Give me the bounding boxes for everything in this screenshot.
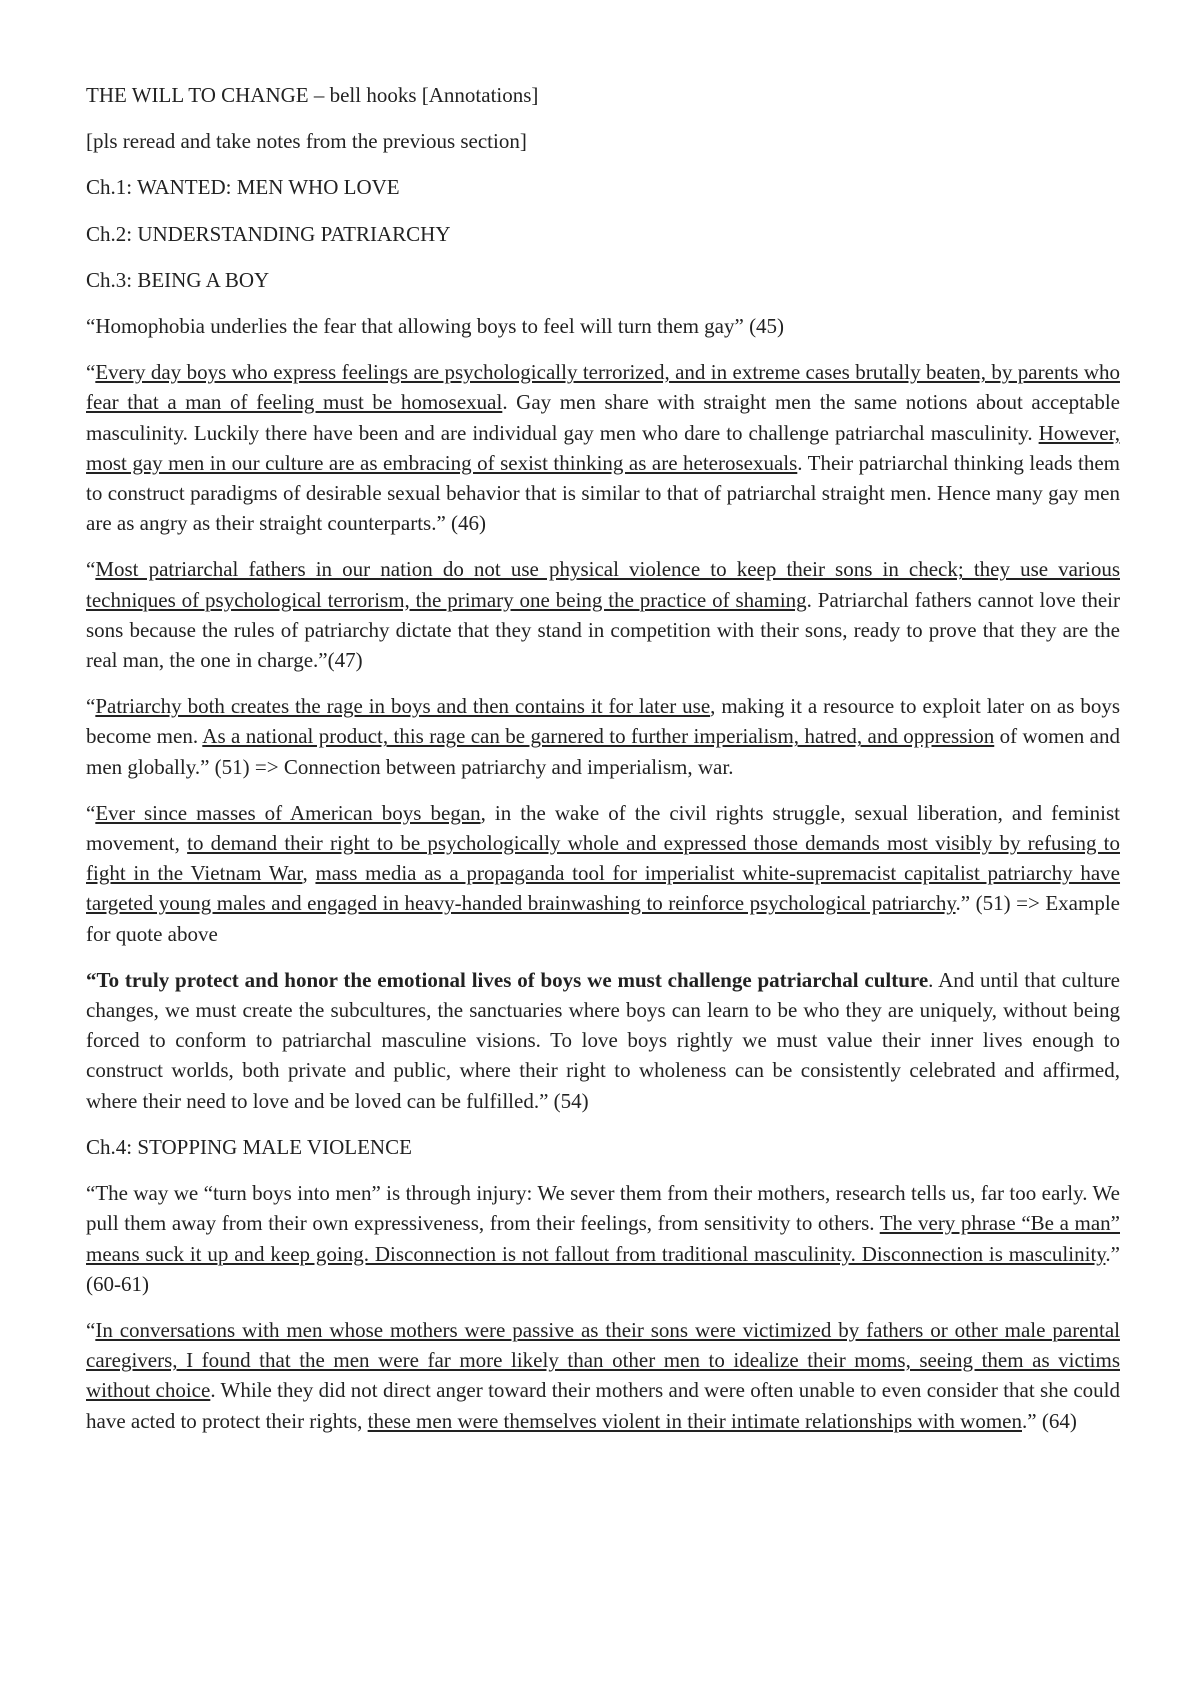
document-page — [86, 80, 1120, 1452]
quote-open-mark: “ — [86, 360, 96, 385]
underlined-annotation: Every day boys who express feelings are psychologically terrorized, and in extreme cases brutally beaten, by parents who fear that a man of feeling must be homosexual — [86, 360, 1120, 415]
quote-protect-boys — [86, 965, 1120, 1116]
underlined-annotation: these men were themselves violent in their intimate relationships with women — [367, 1408, 1022, 1433]
document-title: THE WILL TO CHANGE – bell hooks [Annotations] — [86, 83, 539, 107]
quote-text: of women and men globally.” (51) => Connection between patriarchy and imperialism, war. — [86, 724, 1120, 779]
quote-gay-men — [86, 357, 1120, 538]
chapter-1-heading: Ch.1: WANTED: MEN WHO LOVE — [86, 175, 400, 200]
instruction-note: [pls reread and take notes from the previous section] — [86, 129, 527, 154]
quote-rage-in-boys — [86, 691, 1120, 782]
underlined-annotation: Patriarchy both creates the rage in boys and then contains it for later use — [95, 694, 711, 719]
quote-text: . Patriarchal fathers cannot love their sons because the rules of patriarchy dictate that they stand in competition with their sons, ready to prove that they are the real man, the one in charge.”(47) — [86, 587, 1121, 673]
underlined-annotation: As a national product, this rage can be garnered to further imperialism, hatred, and oppression — [202, 724, 995, 749]
bold-annotation: “To truly protect and honor the emotional lives of boys we must challenge patriarchal culture — [86, 967, 929, 992]
quote-open-mark: “ — [86, 800, 96, 825]
quote-open-mark: “ — [86, 694, 96, 719]
underlined-annotation: Most patriarchal fathers in our nation do not use physical violence to keep their sons in check; they use various techniques of psychological terrorism, the primary one being the practice of shaming — [86, 557, 1120, 612]
underlined-annotation: to demand their right to be psychologically whole and expressed those demands most visibly by refusing to fight in the Vietnam War — [86, 831, 1120, 886]
quote-text: , in the wake of the civil rights struggle, sexual liberation, and feminist movement, — [86, 800, 1120, 856]
quote-homophobia: “Homophobia underlies the fear that allowing boys to feel will turn them gay” (45) — [86, 314, 785, 339]
quote-text: . While they did not direct anger toward their mothers and were often unable to even consider that she could have acted to protect their rights, — [86, 1378, 1121, 1433]
underlined-annotation: mass media as a propaganda tool for imperialist white-supremacist capitalist patriarchy have targeted young males and engaged in heavy-handed brainwashing to reinforce psychological patriarchy — [86, 861, 1121, 916]
chapter-3-heading: Ch.3: BEING A BOY — [86, 267, 270, 292]
quote-text: .” (51) => Example for quote above — [86, 891, 1120, 946]
quote-text: .” (60-61) — [86, 1241, 1120, 1296]
quote-open-mark: “ — [86, 557, 96, 582]
quote-text: .” (64) — [1022, 1408, 1077, 1433]
quote-open-mark: “ — [86, 1317, 96, 1342]
quote-patriarchal-fathers — [86, 554, 1120, 675]
quote-passive-mothers — [86, 1315, 1120, 1436]
underlined-annotation: Ever since masses of American boys began — [95, 800, 481, 825]
chapter-4-heading: Ch.4: STOPPING MALE VIOLENCE — [86, 1134, 412, 1159]
quote-american-boys — [86, 798, 1120, 949]
quote-text: “The way we “turn boys into men” is through injury: We sever them from their mothers, research tells us, far too early. We pull them away from their own expressiveness, from their feelings, from sensitivity to others. — [86, 1181, 1120, 1236]
chapter-2-heading: Ch.2: UNDERSTANDING PATRIARCHY — [86, 221, 451, 246]
quote-turn-boys-into-men — [86, 1178, 1120, 1299]
quote-text: . And until that culture changes, we must create the subcultures, the sanctuaries where boys can learn to be who they are uniquely, without being forced to conform to patriarchal masculine visions. To love boys rightly we must value their inner lives enough to construct worlds, both private and public, where their right to wholeness can be consistently celebrated and affirmed, where their need to love and be loved can be fulfilled.” (54) — [86, 967, 1120, 1113]
underlined-annotation: In conversations with men whose mothers were passive as their sons were victimized by fathers or other male parental caregivers, I found that the men were far more likely than other men to idealize their moms, seeing them as victims without choice — [86, 1317, 1120, 1403]
quote-text: , — [302, 861, 316, 886]
quote-text: . Gay men share with straight men the same notions about acceptable masculinity. Luckily there have been and are individual gay men who dare to challenge patriarchal masculinity. — [86, 390, 1120, 445]
quote-text: . Their patriarchal thinking leads them to construct paradigms of desirable sexual behavior that is similar to that of patriarchal straight men. Hence many gay men are as angry as their straight counterparts.” (46) — [86, 450, 1121, 536]
underlined-annotation: The very phrase “Be a man” means suck it up and keep going. Disconnection is not fallout from traditional masculinity. Disconnection is masculinity — [86, 1211, 1120, 1266]
quote-text: , making it a resource to exploit later on as boys become men. — [86, 694, 1120, 749]
underlined-annotation: However, most gay men in our culture are as embracing of sexist thinking as are heterosexuals — [86, 420, 1120, 475]
